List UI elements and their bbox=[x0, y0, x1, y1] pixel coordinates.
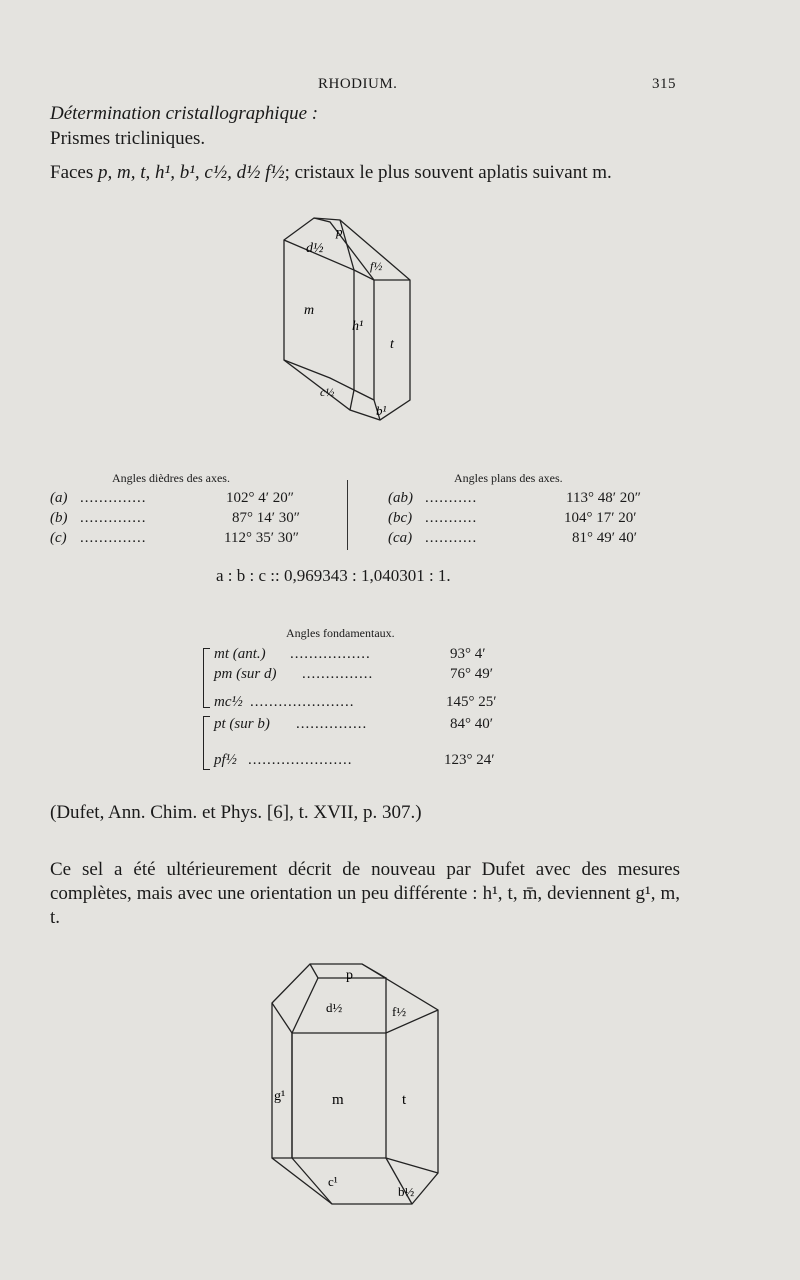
axial-ratio: a : b : c :: 0,969343 : 1,040301 : 1. bbox=[216, 566, 451, 585]
crystal-figure-2 bbox=[262, 958, 452, 1218]
leader-dots: ........... bbox=[425, 530, 478, 546]
dihedral-value-c: 112° 35′ 30″ bbox=[224, 530, 299, 546]
fundamental-title: Angles fondamentaux. bbox=[286, 626, 395, 640]
fig1-label-b: b¹ bbox=[376, 403, 387, 418]
page-number: 315 bbox=[652, 76, 676, 92]
bracket-1 bbox=[203, 648, 210, 708]
plane-title: Angles plans des axes. bbox=[454, 471, 563, 485]
leader-dots: ............... bbox=[302, 666, 374, 682]
plane-value-bc: 104° 17′ 20′ bbox=[564, 510, 637, 526]
fig2-label-t: t bbox=[402, 1092, 407, 1108]
dihedral-name-b: (b) bbox=[50, 510, 68, 526]
faces-list: p, m, t, h¹, b¹, c½, d½ f½ bbox=[98, 162, 285, 183]
fig2-label-b: b½ bbox=[398, 1184, 415, 1199]
faces-prefix: Faces bbox=[50, 162, 94, 183]
fig1-label-h: h¹ bbox=[352, 319, 364, 334]
fig1-label-t: t bbox=[390, 337, 394, 352]
fig2-label-c: c¹ bbox=[328, 1174, 338, 1189]
leader-dots: ................. bbox=[290, 646, 371, 662]
leader-dots: ...................... bbox=[248, 752, 353, 768]
fig1-label-p: p bbox=[336, 224, 343, 239]
plane-name-bc: (bc) bbox=[388, 510, 413, 526]
fig2-label-m: m bbox=[332, 1092, 344, 1108]
fig2-label-d: d½ bbox=[326, 1000, 343, 1015]
section-title: Détermination cristallographique : bbox=[50, 103, 319, 124]
leader-dots: .............. bbox=[80, 510, 147, 526]
faces-suffix: ; cristaux le plus souvent aplatis suivant m. bbox=[284, 162, 612, 183]
fund-name-1: pm (sur d) bbox=[214, 666, 277, 682]
fig1-label-m: m bbox=[304, 303, 315, 318]
leader-dots: ............... bbox=[296, 716, 368, 732]
fund-value-4: 123° 24′ bbox=[444, 752, 495, 768]
crystal-system: Prismes tricliniques. bbox=[50, 128, 206, 149]
fund-name-4: pf½ bbox=[214, 752, 237, 768]
bracket-2 bbox=[203, 716, 210, 770]
leader-dots: .............. bbox=[80, 530, 147, 546]
dihedral-value-b: 87° 14′ 30″ bbox=[232, 510, 301, 526]
fig2-label-p: p bbox=[346, 968, 353, 983]
fig1-label-d: d½ bbox=[306, 241, 324, 256]
fund-value-2: 145° 25′ bbox=[446, 694, 497, 710]
leader-dots: ........... bbox=[425, 490, 478, 506]
fund-value-0: 93° 4′ bbox=[450, 646, 486, 662]
fig1-label-f: f½ bbox=[370, 259, 383, 273]
faces-line bbox=[50, 162, 612, 184]
fund-name-0: mt (ant.) bbox=[214, 646, 266, 662]
body-paragraph: Ce sel a été ultérieurement décrit de nouveau par Dufet avec des mesures complètes, mais avec une orientation un peu différente : h¹, t, m̄, deviennent g¹, m, t. bbox=[50, 859, 680, 928]
leader-dots: .............. bbox=[80, 490, 147, 506]
fig1-label-c: c½ bbox=[320, 385, 335, 399]
fig2-label-g: g¹ bbox=[274, 1089, 286, 1104]
column-divider bbox=[347, 480, 348, 550]
leader-dots: ........... bbox=[425, 510, 478, 526]
dihedral-name-c: (c) bbox=[50, 530, 67, 546]
plane-value-ab: 113° 48′ 20″ bbox=[566, 490, 641, 506]
dihedral-value-a: 102° 4′ 20″ bbox=[226, 490, 295, 506]
dihedral-name-a: (a) bbox=[50, 490, 68, 506]
plane-name-ca: (ca) bbox=[388, 530, 413, 546]
fig2-label-f: f½ bbox=[392, 1004, 407, 1019]
fund-name-2: mc½ bbox=[214, 694, 243, 710]
fund-value-1: 76° 49′ bbox=[450, 666, 494, 682]
leader-dots: ...................... bbox=[250, 694, 355, 710]
crystal-figure-1 bbox=[270, 210, 430, 430]
fund-name-3: pt (sur b) bbox=[214, 716, 270, 732]
citation: (Dufet, Ann. Chim. et Phys. [6], t. XVII, p. 307.) bbox=[50, 802, 422, 823]
running-head: RHODIUM. bbox=[318, 76, 398, 92]
fund-value-3: 84° 40′ bbox=[450, 716, 494, 732]
dihedral-title: Angles dièdres des axes. bbox=[112, 471, 230, 485]
plane-name-ab: (ab) bbox=[388, 490, 413, 506]
plane-value-ca: 81° 49′ 40′ bbox=[572, 530, 638, 546]
